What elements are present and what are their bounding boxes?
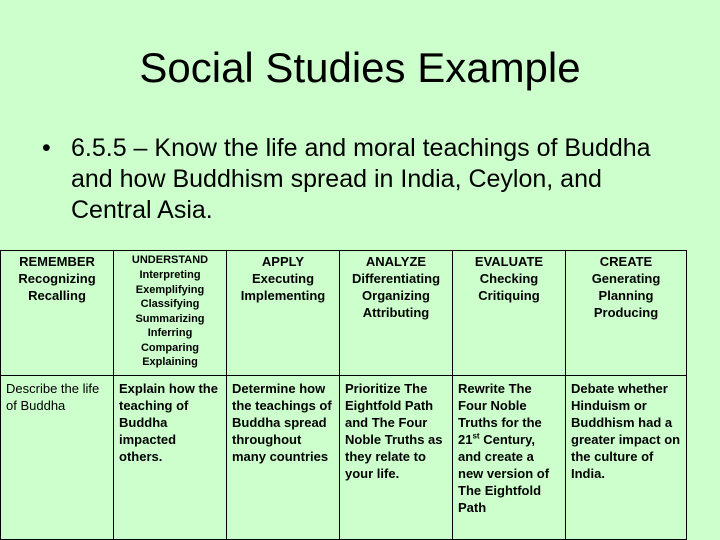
verb: Interpreting xyxy=(139,269,201,281)
column-heading: APPLY xyxy=(261,254,305,269)
verb: Recognizing xyxy=(18,271,96,286)
header-cell-remember xyxy=(1,251,114,376)
verb: Exemplifying xyxy=(135,283,205,296)
column-heading: REMEMBER xyxy=(19,254,95,269)
verb: Summarizing xyxy=(135,312,205,325)
blooms-taxonomy-table xyxy=(0,250,687,540)
table-row xyxy=(1,376,687,540)
verb: Differentiating xyxy=(351,271,441,286)
verb: Checking xyxy=(479,271,539,286)
slide-title: Social Studies Example xyxy=(139,44,581,91)
verb: Attributing xyxy=(362,305,430,320)
task-cell-remember: Describe the life of Buddha xyxy=(1,376,114,540)
header-cell-create xyxy=(566,251,687,376)
column-heading: EVALUATE xyxy=(474,254,544,269)
header-cell-apply xyxy=(227,251,340,376)
task-text: Rewrite The Four Noble Truths for the 21 xyxy=(458,381,542,447)
verb: Inferring xyxy=(147,327,193,339)
verb: Classifying xyxy=(140,298,200,310)
column-heading: UNDERSTAND xyxy=(131,254,209,266)
verb: Critiquing xyxy=(478,288,540,303)
column-heading: ANALYZE xyxy=(365,254,427,269)
verb: Planning xyxy=(598,288,654,303)
column-heading: CREATE xyxy=(599,254,653,269)
task-cell-apply: Determine how the teachings of Buddha spread throughout many countries xyxy=(227,376,340,540)
header-cell-analyze xyxy=(340,251,453,376)
ordinal-suffix: st xyxy=(472,431,480,441)
table-header-row xyxy=(1,251,687,376)
verb: Implementing xyxy=(240,288,326,303)
header-cell-understand xyxy=(114,251,227,376)
verb: Comparing xyxy=(140,341,200,354)
verb: Recalling xyxy=(28,288,86,303)
verb: Organizing xyxy=(362,288,430,303)
task-cell-evaluate xyxy=(453,376,566,540)
verb: Producing xyxy=(593,305,659,320)
task-cell-create: Debate whether Hinduism or Buddhism had a greater impact on the culture of India. xyxy=(566,376,687,540)
verb: Generating xyxy=(591,271,661,286)
verb: Executing xyxy=(251,271,315,286)
task-text: Century, and create a new version of The Eightfold Path xyxy=(458,432,550,515)
objective-bullet xyxy=(42,133,682,226)
task-cell-analyze: Prioritize The Eightfold Path and The Four Noble Truths as they relate to your life. xyxy=(340,376,453,540)
header-cell-evaluate xyxy=(453,251,566,376)
verb: Explaining xyxy=(142,356,198,368)
task-cell-understand: Explain how the teaching of Buddha impacted others. xyxy=(114,376,227,540)
objective-text: 6.5.5 – Know the life and moral teachings of Buddha and how Buddhism spread in India, Ceylon, and Central Asia. xyxy=(71,134,651,224)
bullet-icon: • xyxy=(42,134,51,162)
